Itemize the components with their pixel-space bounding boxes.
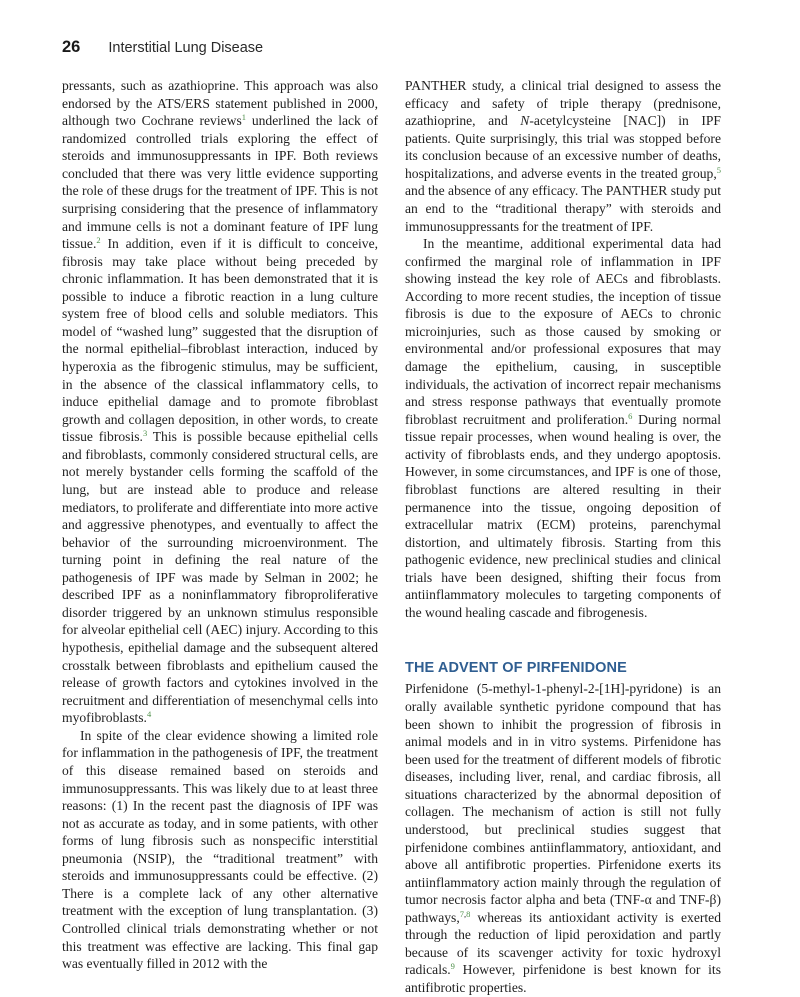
- text-run: However, pirfenidone is best known for its antifibrotic properties.: [405, 962, 721, 995]
- italic-n: N: [520, 113, 530, 129]
- reference-2[interactable]: 2: [96, 235, 101, 246]
- text-run: whereas its antioxidant activity is exerted through the reduction of lipid peroxidation and partly because of its scavenger activity for toxic hydroxyl radicals.: [405, 909, 721, 978]
- text-run: In the meantime, additional experimental data had confirmed the marginal role of inflammation in IPF showing instead the key role of AECs and fibroblasts. According to more recent studies, the inception of tissue fibrosis is due to the exposure of AECs to chronic microinjuries, such as those caused by smoking or environmental and/or professional exposures that may damage the epithelium, causing, in susceptible individuals, the activation of incorrect repair mechanisms and stress response pathways that eventually promote fibroblast recruitment and proliferation.: [405, 236, 721, 427]
- text-run: pressants, such as azathioprine. This approach was also endorsed by the ATS/ERS statement published in 2000, although two Cochrane reviews: [62, 78, 378, 129]
- reference-1[interactable]: 1: [241, 112, 247, 123]
- reference-5[interactable]: 5: [716, 164, 721, 175]
- page-number: 26: [62, 38, 81, 56]
- right-paragraph-1: [405, 77, 721, 235]
- text-run: This is possible because epithelial cells and fibroblasts, commonly considered structural cells, are not merely bystander cells forming the scaffold of the lung, but are instead able to produce and release mediators, to proliferate and differentiate into more active and aggressive phenotypes, and eventually to affect the behavior of the surrounding microenvironment. The turning point in defining the real nature of the pathogenesis of IPF was made by Selman in 2002; he described IPF as a noninflammatory fibroproliferative disorder triggered by an unknown stimulus responsible for alveolar epithelial cell (AEC) injury. According to this hypothesis, epithelial damage and the subsequent altered crosstalk between fibroblasts and epithelium caused the release of growth factors and cytokines involved in the recruitment and differentiation of mesenchymal cells into myofibroblasts.: [62, 429, 378, 726]
- right-paragraph-3: [405, 680, 721, 996]
- reference-separator: ,: [464, 908, 467, 919]
- text-run: -acetylcysteine [NAC]) in IPF patients. Quite surprisingly, this trial was stopped before its conclusion because of an excessive number of deaths, hospitalizations, and adverse events in the treated group,: [405, 113, 721, 181]
- text-run: During normal tissue repair processes, when wound healing is over, the activity of fibroblasts ends, and they undergo apoptosis. However, in some circumstances, and IPF is one of those, fibroblast functions are altered resulting in their permanence into the tissue, ongoing deposition of extracellular matrix (ECM) proteins, parenchymal distortion, and ultimately fibrosis. Starting from this pathogenic evidence, new preclinical studies and clinical trials have been designed, shifting their focus from antiinflammatory molecules to targeting components of the wound healing cascade and fibrogenesis.: [405, 411, 721, 620]
- reference-9[interactable]: 9: [450, 961, 455, 972]
- reference-4[interactable]: 4: [146, 709, 152, 720]
- reference-8[interactable]: 8: [466, 908, 471, 919]
- left-column: [62, 77, 378, 973]
- text-run: underlined the lack of randomized controlled trials exploring the effect of steroids and immunosuppressants in IPF. Both reviews concluded that there was very little evidence supporting the role of these drugs for the treatment of IPF. This is not surprising considering that the presence of inflammatory and immune cells is not a dominant feature of IPF lung tissue.: [62, 113, 378, 252]
- section-heading: THE ADVENT OF PIRFENIDONE: [405, 660, 627, 677]
- left-paragraph-1: [62, 77, 378, 727]
- right-paragraph-2: [405, 235, 721, 621]
- reference-3[interactable]: 3: [142, 428, 148, 439]
- reference-7[interactable]: 7: [459, 908, 464, 919]
- reference-6[interactable]: 6: [628, 410, 633, 421]
- text-run: and the absence of any efficacy. The PANTHER study put an end to the “traditional therapy” with steroids and immunosuppressants for the treatment of IPF.: [405, 183, 721, 234]
- text-run: In addition, even if it is difficult to conceive, fibrosis may take place without being preceded by chronic inflammation. It has been demonstrated that it is possible to induce a fibrotic reaction in a lung culture system free of blood cells and soluble mediators. This model of “washed lung” suggested that the disruption of the normal epithelial–fibroblast interaction, induced by hyperoxia as the fibrogenic stimulus, may be sufficient, in the absence of the classical inflammatory cells, to induce epithelial damage and to promote fibroblast growth and collagen deposition, in other words, to create tissue fibrosis.: [62, 236, 378, 445]
- text-run: Pirfenidone (5-methyl-1-phenyl-2-[1H]-pyridone) is an orally available synthetic pyridone compound that has been shown to inhibit the progression of fibrosis in animal models and in in vitro systems. Pirfenidone has been used for the treatment of different models of fibrotic diseases, including liver, renal, and cardiac fibrosis, all situations characterized by the abnormal deposition of collagen. The mechanism of action is still not fully understood, but preclinical studies suggest that pirfenidone combines antiinflammatory, antioxidant, and above all antifibrotic properties. Pirfenidone exerts its antiinflammatory action mainly through the regulation of tumor necrosis factor alpha and beta (TNF-α and TNF-β) pathways,: [405, 681, 721, 925]
- running-header: [62, 38, 263, 60]
- right-column: [405, 77, 721, 997]
- running-title: Interstitial Lung Disease: [108, 40, 264, 56]
- text-run: PANTHER study, a clinical trial designed to assess the efficacy and safety of triple therapy (prednisone, azathioprine, and: [405, 78, 721, 129]
- left-paragraph-2: In spite of the clear evidence showing a limited role for inflammation in the pathogenesis of IPF, the treatment of this disease remained based on steroids and immunosuppressants. This was likely due to at least three reasons: (1) In the recent past the diagnosis of IPF was not as accurate as today, and in some patients, with other forms of lung fibrosis such as nonspecific interstitial pneumonia (NSIP), the “traditional treatment” with steroids and immunosuppressants could be effective. (2) There is a complete lack of any other alternative treatment with the exception of lung transplantation. (3) Controlled clinical trials demonstrating whether or not this treatment was effective are lacking. This final gap was eventually filled in 2012 with the: [62, 727, 378, 972]
